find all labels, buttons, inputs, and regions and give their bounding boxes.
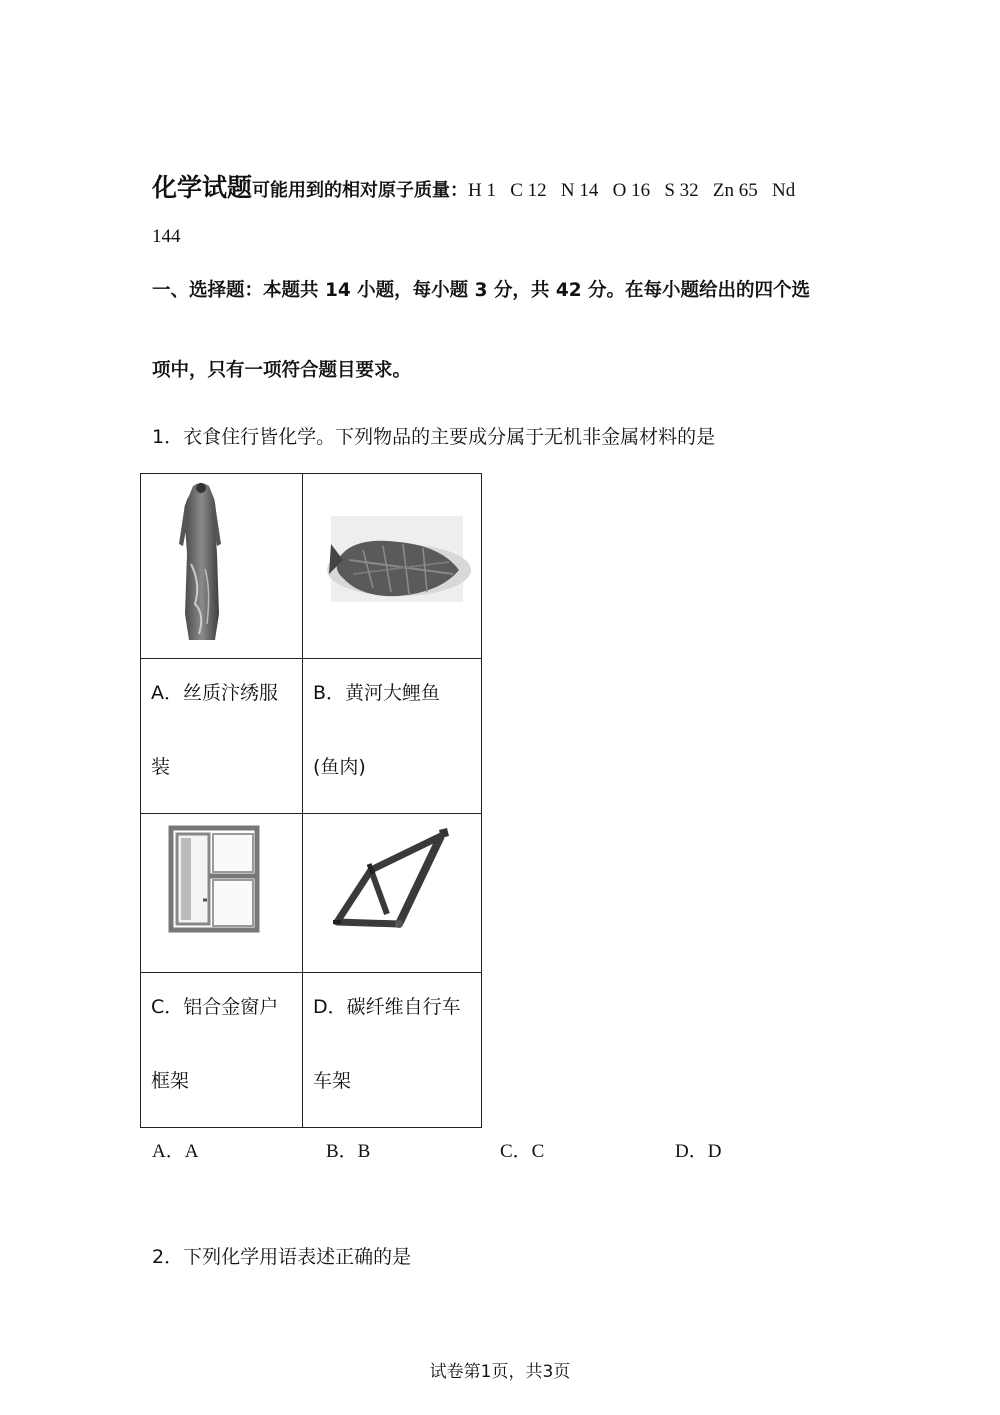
section-heading-line2: 项中，只有一项符合题目要求。	[152, 360, 412, 381]
cell-text-b	[303, 659, 482, 814]
option-b-label-line1: B．黄河大鲤鱼	[313, 682, 441, 704]
masses-values: H 1 C 12 N 14 O 16 S 32 Zn 65 Nd	[468, 180, 796, 201]
answer-option-b[interactable]: B．B	[326, 1141, 371, 1162]
option-b-label-line2: (鱼肉)	[313, 756, 366, 778]
question-1-stem: 1．衣食住行皆化学。下列物品的主要成分属于无机非金属材料的是	[152, 426, 716, 448]
header-line	[152, 168, 795, 204]
answer-option-d[interactable]: D．D	[675, 1141, 722, 1162]
question-1-table	[140, 473, 482, 1128]
option-c-label-line2: 框架	[151, 1070, 190, 1092]
option-d-label-line1: D．碳纤维自行车	[313, 996, 461, 1018]
fish-icon	[303, 474, 481, 654]
cell-image-d	[303, 814, 482, 973]
answer-option-a[interactable]: A．A	[152, 1141, 199, 1162]
page-footer: 试卷第1页，共3页	[429, 1362, 571, 1382]
answer-option-c[interactable]: C．C	[500, 1141, 545, 1162]
cell-image-c	[141, 814, 303, 973]
cell-text-d	[303, 973, 482, 1128]
page-title: 化学试题	[152, 173, 253, 202]
window-icon	[141, 814, 302, 968]
dress-icon	[141, 474, 302, 654]
option-a-label-line1: A．丝质汴绣服	[151, 682, 278, 704]
cell-text-c	[141, 973, 303, 1128]
option-d-label-line2: 车架	[313, 1070, 352, 1092]
option-a-label-line2: 装	[151, 756, 171, 778]
question-2-stem: 2．下列化学用语表述正确的是	[152, 1246, 412, 1268]
cell-text-a	[141, 659, 303, 814]
masses-values-cont: 144	[152, 226, 181, 247]
cell-image-b	[303, 474, 482, 659]
cell-image-a	[141, 474, 303, 659]
option-c-label-line1: C．铝合金窗户	[151, 996, 279, 1018]
section-heading-line1: 一、选择题：本题共 14 小题，每小题 3 分，共 42 分。在每小题给出的四个选	[152, 280, 811, 301]
masses-label: 可能用到的相对原子质量：	[252, 180, 469, 201]
bicycle-frame-icon	[303, 814, 481, 968]
